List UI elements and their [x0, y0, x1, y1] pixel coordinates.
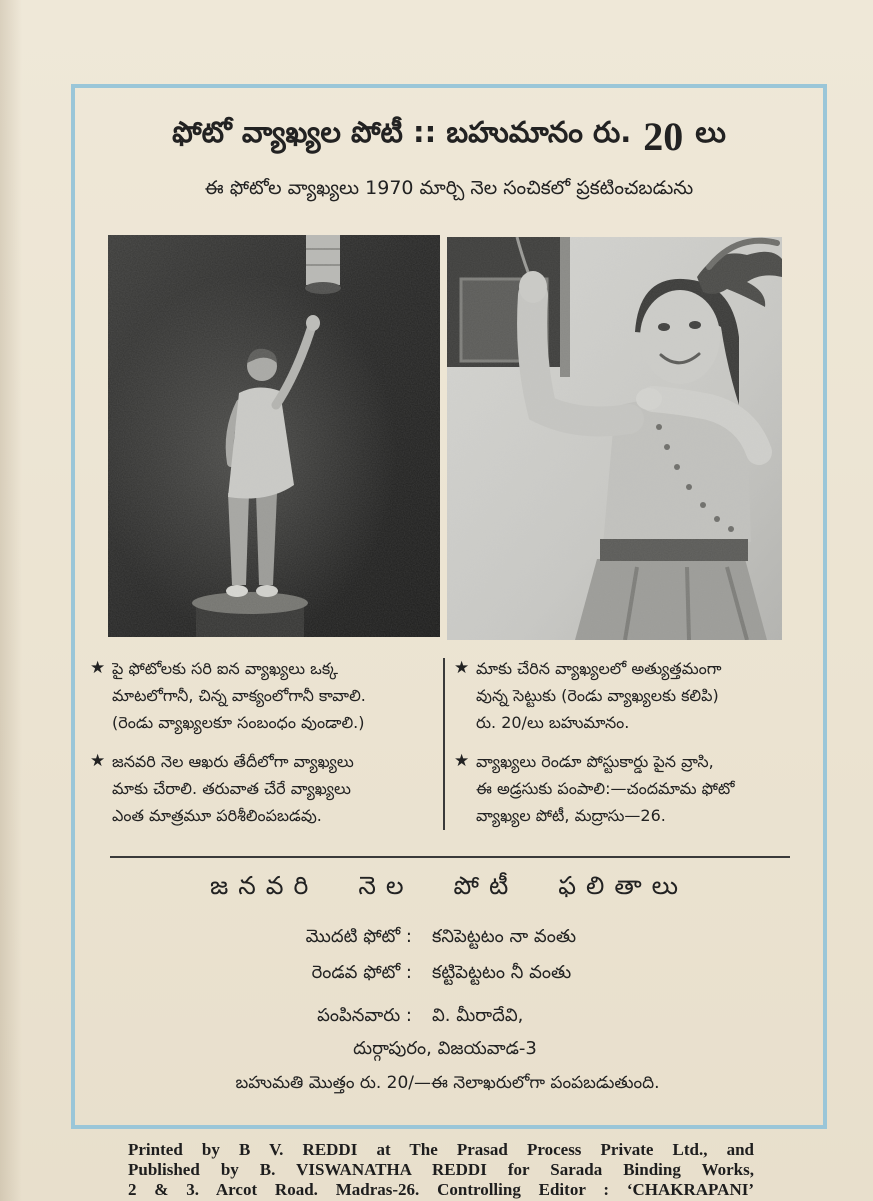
result-label: మొదటి ఫోటో : — [305, 926, 412, 947]
winner-address: దుర్గాపురం, విజయవాడ-3 — [353, 1037, 537, 1059]
rule-text — [112, 748, 438, 829]
result-label: రెండవ ఫోటో : — [311, 962, 412, 983]
contest-title — [80, 108, 818, 164]
rules-right-column — [454, 655, 806, 841]
rule-line: మాకు చేరాలి. తరువాత చేరే వ్యాఖ్యలు — [112, 779, 351, 798]
rule-text — [476, 748, 806, 829]
imprint-line: Printed by B V. REDDI at The Prasad Process Private Ltd., and — [128, 1140, 754, 1159]
star-bullet-icon: ★ — [454, 751, 470, 771]
printer-imprint — [128, 1140, 754, 1200]
rule-line: మాకు చేరిన వ్యాఖ్యలలో అత్యుత్తమంగా — [476, 659, 722, 678]
photo-left — [108, 235, 440, 637]
rule-item — [454, 748, 806, 829]
result-value: కనిపెట్టటం నా వంతు — [432, 926, 577, 947]
rule-line: జనవరి నెల ఆఖరు తేదీలోగా వ్యాఖ్యలు — [112, 752, 354, 771]
rule-text — [476, 655, 806, 736]
rule-line: వున్న సెట్టుకు (రెండు వ్యాఖ్యలకు కలిపి) — [476, 686, 719, 705]
results-heading: జనవరి నెల పోటీ ఫలితాలు — [209, 871, 689, 900]
imprint-line: Published by B. VISWANATHA REDDI for Sarada Binding Works, — [128, 1160, 754, 1179]
contest-subtitle: ఈ ఫోటోల వ్యాఖ్యలు 1970 మార్చి నెల సంచికలో ప్రకటించబడును — [204, 176, 694, 199]
result-entry-first-photo — [200, 920, 760, 954]
result-entry-sender — [200, 999, 760, 1033]
result-value: కట్టిపెట్టటం నీ వంతు — [432, 962, 572, 983]
title-text: ఫోటో వ్యాఖ్యల పోటీ :: బహుమానం రు. — [172, 115, 632, 149]
column-divider — [443, 658, 445, 830]
rule-line: మాటలోగానీ, చిన్న వాక్యంలోగానీ కావాలి. — [112, 686, 366, 705]
result-value: వి. మీరాదేవి, — [432, 1005, 524, 1026]
star-bullet-icon: ★ — [90, 658, 106, 678]
rule-line: వ్యాఖ్యలు రెండూ పోస్టుకార్డు పైన వ్రాసి, — [476, 752, 714, 771]
prize-amount: 20 — [643, 113, 684, 159]
rule-item — [454, 655, 806, 736]
result-entry-second-photo — [200, 956, 760, 990]
star-bullet-icon: ★ — [90, 751, 106, 771]
photo-right-image — [447, 237, 782, 640]
rule-line: పై ఫోటోలకు సరి ఐన వ్యాఖ్యలు ఒక్క — [112, 659, 338, 678]
photo-right-grain — [447, 237, 782, 640]
star-bullet-icon: ★ — [454, 658, 470, 678]
rule-line: (రెండు వ్యాఖ్యలకూ సంబంధం వుండాలి.) — [112, 713, 365, 732]
rule-line: ఈ అడ్రసుకు పంపాలి:—చందమామ ఫోటో — [476, 779, 735, 798]
rule-item — [90, 655, 438, 736]
rule-line: ఎంత మాత్రమూ పరిశీలింపబడవు. — [112, 806, 322, 825]
rule-line: రు. 20/లు బహుమానం. — [476, 713, 630, 732]
prize-note: బహుమతి మొత్తం రు. 20/—ఈ నెలాఖరులోగా పంపబడుతుంది. — [235, 1073, 660, 1093]
rule-item — [90, 748, 438, 829]
section-rule — [110, 856, 790, 858]
rule-text — [112, 655, 438, 736]
photo-left-grain — [108, 235, 440, 637]
rules-left-column — [90, 655, 438, 841]
title-suffix: లు — [695, 115, 726, 149]
photo-left-image — [108, 235, 440, 637]
rule-line: వ్యాఖ్యల పోటీ, మద్రాసు—26. — [476, 806, 666, 825]
photo-right — [447, 237, 782, 640]
result-label: పంపినవారు : — [317, 1005, 412, 1026]
imprint-line: 2 & 3. Arcot Road. Madras-26. Controlling Editor : ‘CHAKRAPANI’ — [128, 1180, 754, 1199]
